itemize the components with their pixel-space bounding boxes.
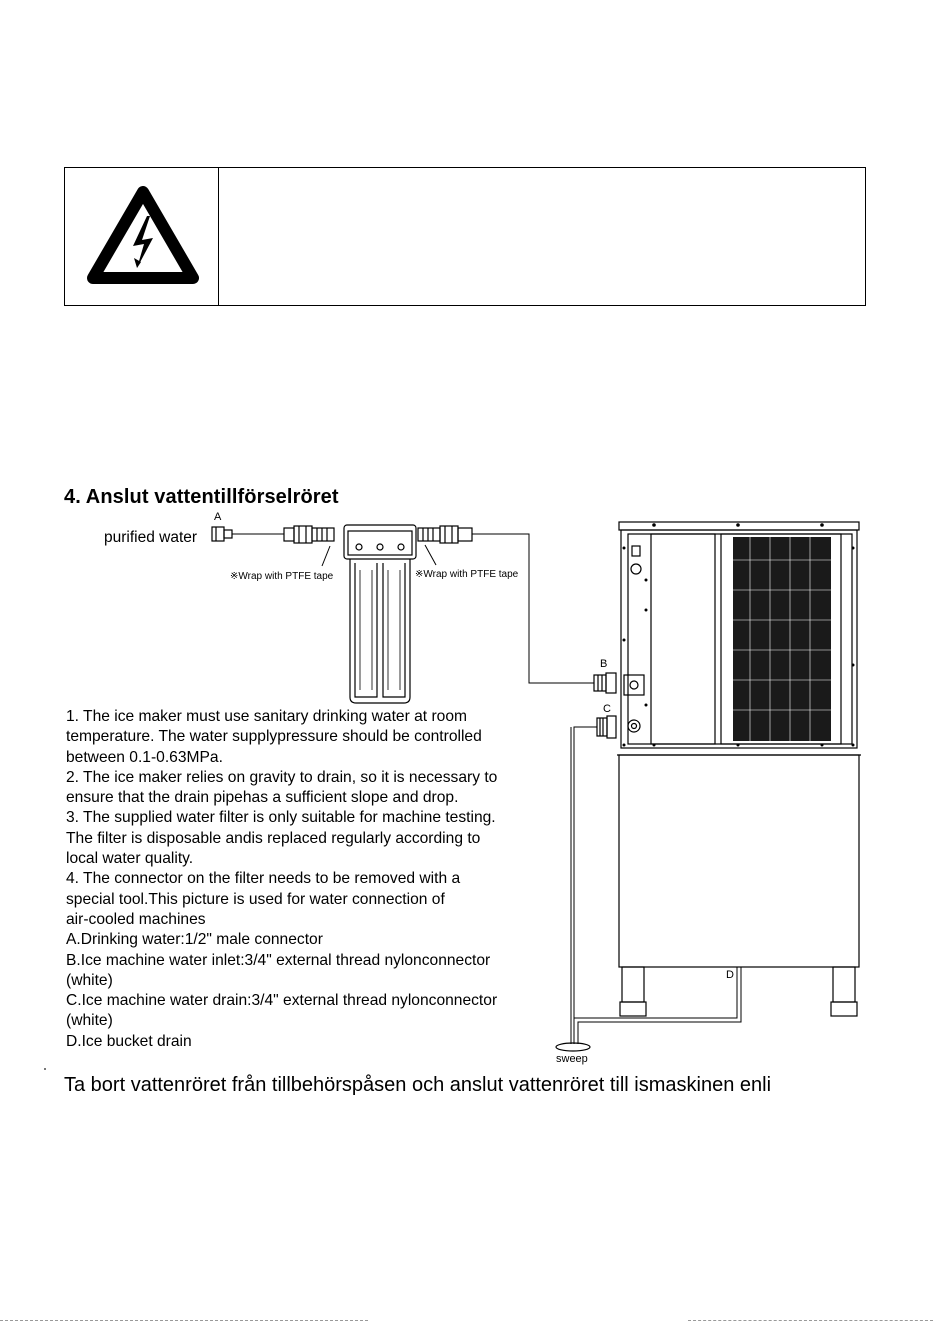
drain-label: sweep <box>556 1053 588 1065</box>
note-line: B.Ice machine water inlet:3/4" external thread nylonconnector <box>66 951 491 969</box>
installation-notes <box>66 707 556 1052</box>
note-line: The filter is disposable andis replaced regularly according to <box>66 829 481 847</box>
note-line: D.Ice bucket drain <box>66 1032 192 1050</box>
marker-b: B <box>600 658 608 670</box>
filter-inlet-fittings <box>284 526 334 543</box>
drain-pipe-c <box>571 727 597 1044</box>
note-line: (white) <box>66 1012 113 1030</box>
note-line: C.Ice machine water drain:3/4" external thread nylonconnector <box>66 992 498 1010</box>
instruction-text: Ta bort vattenröret från tillbehörspåsen och anslut vattenröret till ismaskinen enli <box>64 1074 772 1096</box>
stray-mark <box>44 1068 46 1070</box>
note-line: local water quality. <box>66 850 194 868</box>
note-line: temperature. The water supplypressure should be controlled <box>66 728 482 746</box>
filter-outlet-fittings <box>418 526 472 543</box>
connector-a <box>212 527 232 541</box>
purified-water-label: purified water <box>104 529 198 546</box>
inlet-pipe <box>472 534 594 683</box>
note-line: 1. The ice maker must use sanitary drinking water at room <box>66 708 467 725</box>
marker-d: D <box>726 969 734 981</box>
marker-a: A <box>214 511 222 523</box>
note-line: 4. The connector on the filter needs to be removed with a <box>66 870 461 888</box>
connector-b <box>594 673 616 693</box>
ptfe-note-right: ※Wrap with PTFE tape <box>415 569 519 580</box>
drain-pipe-d <box>574 967 741 1044</box>
bottom-rule-right <box>688 1320 933 1321</box>
note-line: A.Drinking water:1/2" male connector <box>66 931 323 949</box>
note-line: 2. The ice maker relies on gravity to drain, so it is necessary to <box>66 768 498 786</box>
note-line: (white) <box>66 971 113 989</box>
note-line: between 0.1-0.63MPa. <box>66 748 223 766</box>
section-heading: 4. Anslut vattentillförselröret <box>64 486 339 508</box>
connector-c <box>597 716 616 738</box>
note-line: air-cooled machines <box>66 910 206 928</box>
note-line: special tool.This picture is used for water connection of <box>66 890 445 908</box>
floor-drain <box>556 1043 590 1051</box>
marker-c: C <box>603 703 611 715</box>
ptfe-note-left: ※Wrap with PTFE tape <box>230 571 334 582</box>
condenser-grille <box>733 537 831 741</box>
bottom-rule-left <box>0 1320 368 1321</box>
water-filter <box>344 525 416 703</box>
note-line: 3. The supplied water filter is only suitable for machine testing. <box>66 809 496 827</box>
note-line: ensure that the drain pipehas a sufficient slope and drop. <box>66 789 459 807</box>
